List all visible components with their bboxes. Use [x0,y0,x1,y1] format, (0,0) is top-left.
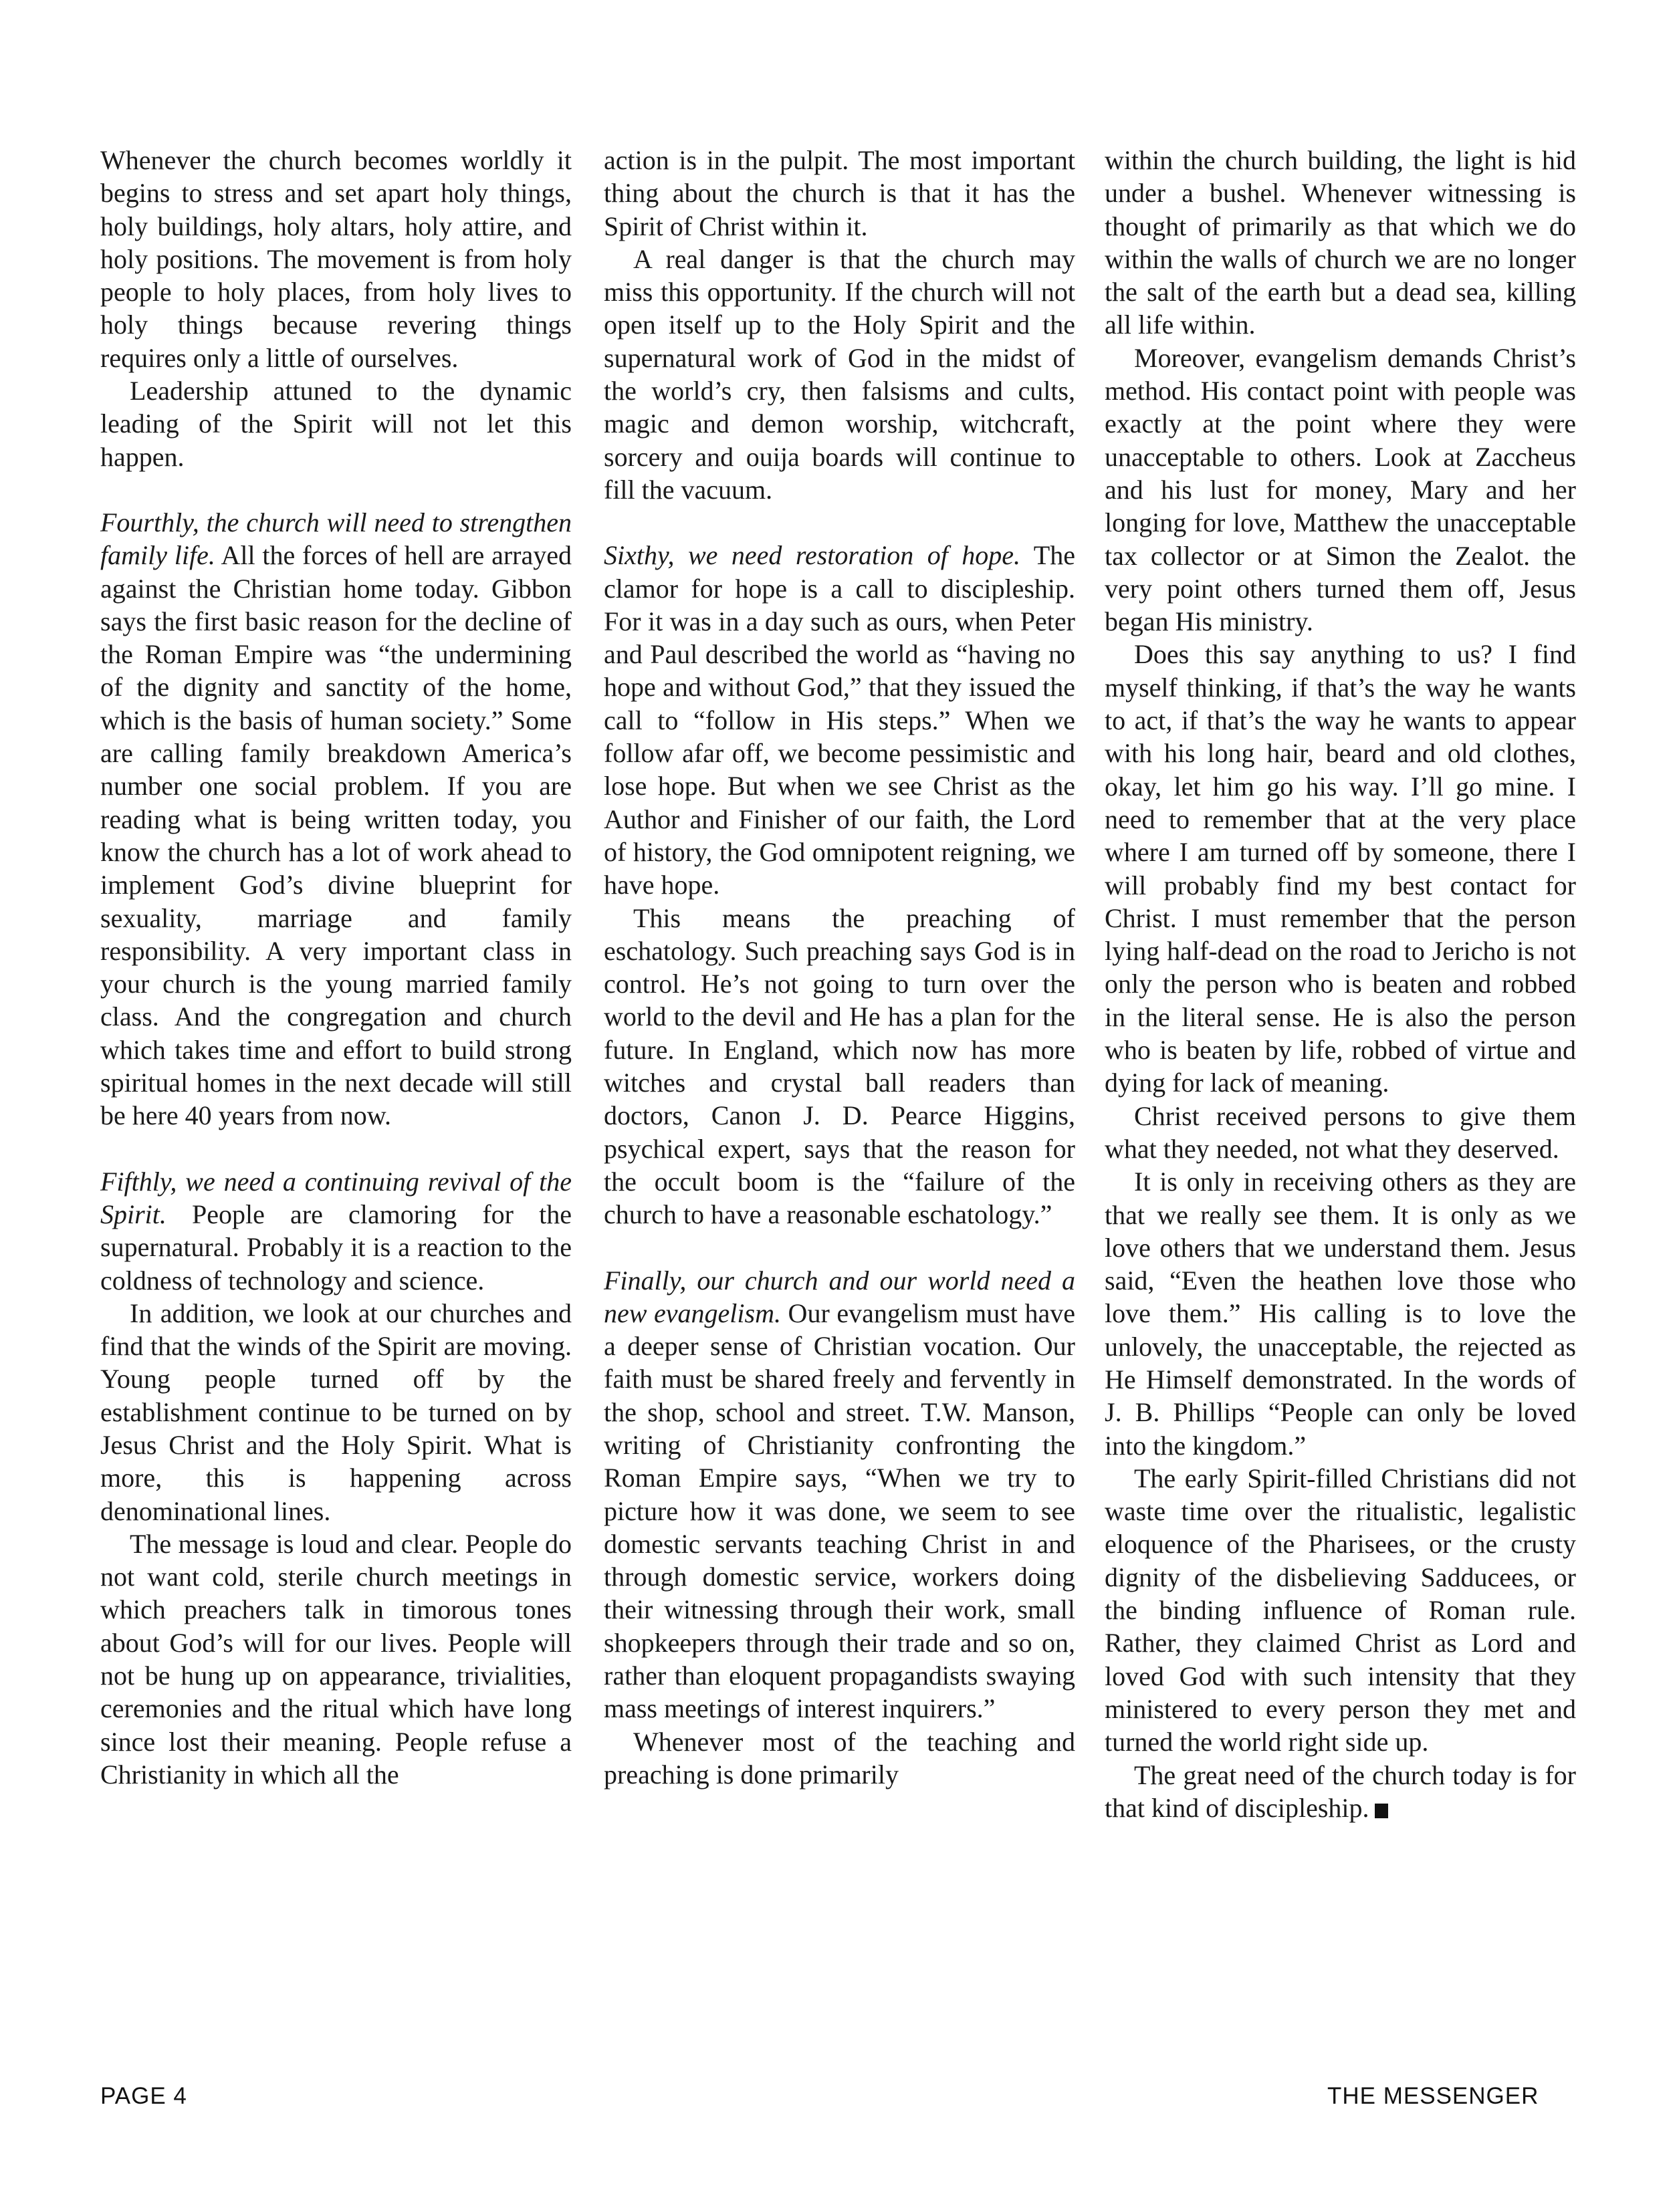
section-heading: Sixthy, we need restoration of hope. [604,540,1021,571]
paragraph: In addition, we look at our churches and find that the winds of the Spirit are moving. Young people turned off by the establishment continue to be turned on by Jesus Christ and the Holy Spirit. What is more, this is happening across denominational lines. [100,1298,572,1526]
section-paragraph [100,506,572,1132]
paragraph: Whenever the church becomes worldly it begins to stress and set apart holy things, holy buildings, holy altars, holy attire, and holy positions. The movement is from holy people to holy places, from holy lives to holy things because revering things requires only a little of ourselves. [100,145,572,373]
paragraph: Leadership attuned to the dynamic leading of the Spirit will not let this happen. [100,376,572,472]
section-heading: Finally, our church and our world need a new evangelism. [604,1265,1075,1328]
column-2 [604,144,1075,1791]
publication-name: THE MESSENGER [1327,2083,1539,2109]
paragraph: within the church building, the light is hid under a bushel. Whenever witnessing is thought of primarily as that which we do within the walls of church we are no longer the salt of the earth but a dead sea, killing all life within. [1105,145,1576,340]
paragraph: The early Spirit-filled Christians did not waste time over the ritualistic, legalistic eloquence of the Pharisees, or the crusty dignity of the disbelieving Sadducees, or the binding influence of Roman rule. Rather, they claimed Christ as Lord and loved God with such intensity that they ministered to every person they met and turned the world right side up. [1105,1463,1576,1757]
paragraph: Christ received persons to give them what they needed, not what they deserved. [1105,1100,1576,1164]
paragraph: Moreover, evangelism demands Christ’s method. His contact point with people was exactly at the point where they were unacceptable to others. Look at Zaccheus and his lust for money, Mary and her longing for love, Matthew the unacceptable tax collector or at Simon the Zealot. the very point others turned them off, Jesus began His ministry. [1105,342,1576,637]
paragraph: The message is loud and clear. People do not want cold, sterile church meetings in which preachers talk in timorous tones about God’s will for our lives. People will not be hung up on appearance, trivialities, ceremonies and the ritual which have long since lost their meaning. People refuse a Christianity in which all the [100,1528,572,1790]
section-heading: Fourthly, the church will need to strengthen family life. [100,507,572,571]
closing-text: The great need of the church today is for that kind of discipleship. [1105,1759,1576,1823]
section-text: The clamor for hope is a call to discipleship. For it was in a day such as ours, when Peter and Paul described the world as “having no hope and without God,” that they issued the call to “follow in His steps.” When we follow afar off, we become pessimistic and lose hope. But when we see Christ as the Author and Finisher of our faith, the Lord of history, the God omnipotent reigning, we have hope. [604,540,1075,900]
paragraph: It is only in receiving others as they are that we really see them. It is only as we love others that we understand them. Jesus said, “Even the heathen love those who love them.” His calling is to love the unlovely, the unacceptable, the rejected as He Himself demonstrated. In the words of J. B. Phillips “People can only be loved into the kingdom.” [1105,1166,1576,1461]
paragraph: Whenever most of the teaching and preaching is done primarily [604,1726,1075,1790]
section-text: All the forces of hell are arrayed against the Christian home today. Gibbon says the first basic reason for the decline of the Roman Empire was “the undermining of the dignity and sanctity of the home, which is the basis of human society.” Some are calling family breakdown America’s number one social problem. If you are reading what is being written today, you know the church has a lot of work ahead to implement God’s divine blueprint for sexuality, marriage and family responsibility. A very important class in your church is the young married family class. And the congregation and church which takes time and effort to build strong spiritual homes in the next decade will still be here 40 years from now. [100,540,572,1131]
paragraph: action is in the pulpit. The most important thing about the church is that it has the Spirit of Christ within it. [604,145,1075,241]
section-text: People are clamoring for the supernatural. Probably it is a reaction to the coldness of technology and science. [100,1199,572,1296]
paragraph: Does this say anything to us? I find myself thinking, if that’s the way he wants to act, if that’s the way he wants to appear with his long hair, beard and old clothes, okay, let him go his way. I’ll go mine. I need to remember that at the very place where I am turned off by someone, there I will probably find my best contact for Christ. I must remember that the person lying half-dead on the road to Jericho is not only the person who is beaten and robbed in the literal sense. He is also the person who is beaten by life, robbed of virtue and dying for lack of meaning. [1105,639,1576,1098]
end-mark-icon [1375,1804,1388,1818]
section-text: Our evangelism must have a deeper sense of Christian vocation. Our faith must be shared freely and fervently in the shop, school and street. T.W. Manson, writing of Christianity confronting the Roman Empire says, “When we try to picture how it was done, we seem to see domestic servants teaching Christ in and through domestic service, workers doing their witnessing through their work, small shopkeepers through their trade and so on, rather than eloquent propagandists swaying mass meetings of interest inquirers.” [604,1298,1075,1724]
paragraph: A real danger is that the church may miss this opportunity. If the church will not open itself up to the Holy Spirit and the supernatural work of God in the midst of the world’s cry, then falsisms and cults, magic and demon worship, witchcraft, sorcery and ouija boards will continue to fill the vacuum. [604,243,1075,505]
paragraph: This means the preaching of eschatology. Such preaching says God is in control. He’s not going to turn over the world to the devil and He has a plan for the future. In England, which now has more witches and crystal ball readers than doctors, Canon J. D. Pearce Higgins, psychical expert, says that the reason for the occult boom is the “failure of the church to have a reasonable eschatology.” [604,902,1075,1230]
page-number: PAGE 4 [100,2083,187,2109]
section-heading: Fifthly, we need a continuing revival of the Spirit. [100,1166,572,1229]
section-paragraph [604,1264,1075,1725]
section-paragraph [100,1165,572,1297]
column-3 [1105,144,1576,1824]
column-1 [100,144,572,1791]
section-paragraph [604,539,1075,901]
closing-paragraph [1105,1759,1576,1825]
